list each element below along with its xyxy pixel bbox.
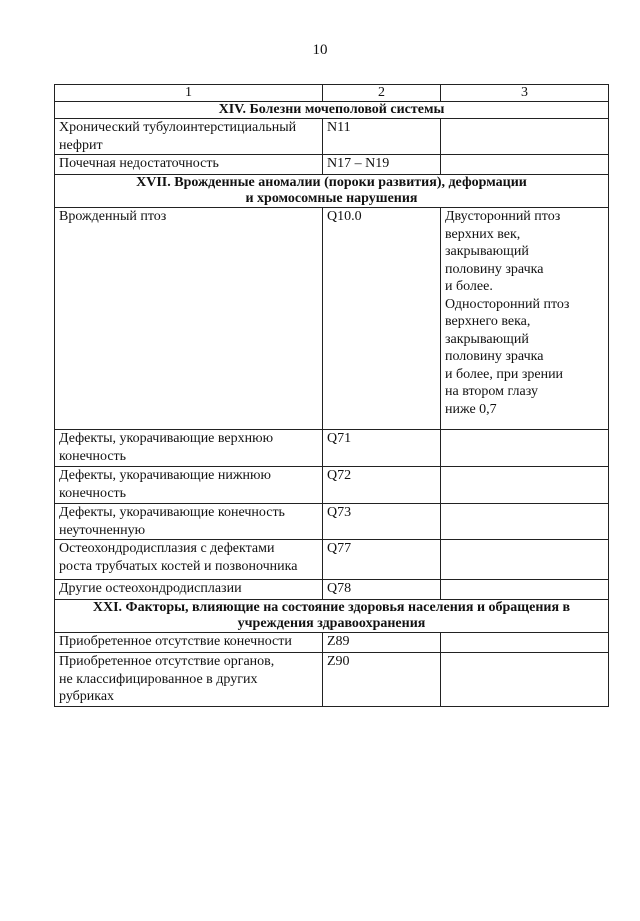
diagnosis-name: Приобретенное отсутствие органов, не классифицированное в других рубриках (55, 653, 323, 707)
diagnosis-name: Приобретенное отсутствие конечности (55, 633, 323, 653)
icd-code: Z89 (323, 633, 441, 653)
diagnosis-name: Другие остеохондродисплазии (55, 580, 323, 600)
disease-code-table (54, 84, 609, 707)
table-row (55, 653, 609, 707)
table-row (55, 504, 609, 540)
icd-code: N17 – N19 (323, 155, 441, 175)
table-row (55, 430, 609, 467)
icd-code: Z90 (323, 653, 441, 707)
note-cell (441, 653, 609, 707)
section-title-xvii: XVII. Врожденные аномалии (пороки развития), деформации и хромосомные нарушения (55, 175, 609, 208)
section-title-xxi: XXI. Факторы, влияющие на состояние здоровья населения и обращения в учреждения здравоохранения (55, 600, 609, 633)
note-cell (441, 580, 609, 600)
column-header-2: 2 (323, 85, 441, 102)
diagnosis-name: Врожденный птоз (55, 208, 323, 430)
table-row (55, 155, 609, 175)
table-row (55, 467, 609, 504)
section-header-row (55, 102, 609, 119)
page-number: 10 (312, 42, 328, 58)
diagnosis-name: Дефекты, укорачивающие нижнюю конечность (55, 467, 323, 504)
icd-code: Q10.0 (323, 208, 441, 430)
icd-code: Q78 (323, 580, 441, 600)
note-cell (441, 504, 609, 540)
table-row (55, 633, 609, 653)
note-cell (441, 430, 609, 467)
section-header-row (55, 600, 609, 633)
note-cell (441, 467, 609, 504)
table-row (55, 540, 609, 580)
column-header-row (55, 85, 609, 102)
note-cell (441, 119, 609, 155)
note-cell (441, 633, 609, 653)
diagnosis-name: Дефекты, укорачивающие конечность неуточненную (55, 504, 323, 540)
section-title-xiv: XIV. Болезни мочеполовой системы (55, 102, 609, 119)
table-row (55, 580, 609, 600)
diagnosis-name: Хронический тубулоинтерстициальный нефрит (55, 119, 323, 155)
section-header-row (55, 175, 609, 208)
note-cell (441, 540, 609, 580)
icd-code: Q72 (323, 467, 441, 504)
diagnosis-name: Остеохондродисплазия с дефектами роста трубчатых костей и позвоночника (55, 540, 323, 580)
icd-code: Q73 (323, 504, 441, 540)
icd-code: Q71 (323, 430, 441, 467)
icd-code: Q77 (323, 540, 441, 580)
table-row (55, 208, 609, 430)
note-cell (441, 155, 609, 175)
note-cell: Двусторонний птоз верхних век, закрывающий половину зрачка и более. Односторонний птоз верхнего века, закрывающий половину зрачка и более, при зрении на втором глазу ниже 0,7 (441, 208, 609, 430)
table-row (55, 119, 609, 155)
column-header-3: 3 (441, 85, 609, 102)
icd-code: N11 (323, 119, 441, 155)
diagnosis-name: Дефекты, укорачивающие верхнюю конечность (55, 430, 323, 467)
column-header-1: 1 (55, 85, 323, 102)
diagnosis-name: Почечная недостаточность (55, 155, 323, 175)
